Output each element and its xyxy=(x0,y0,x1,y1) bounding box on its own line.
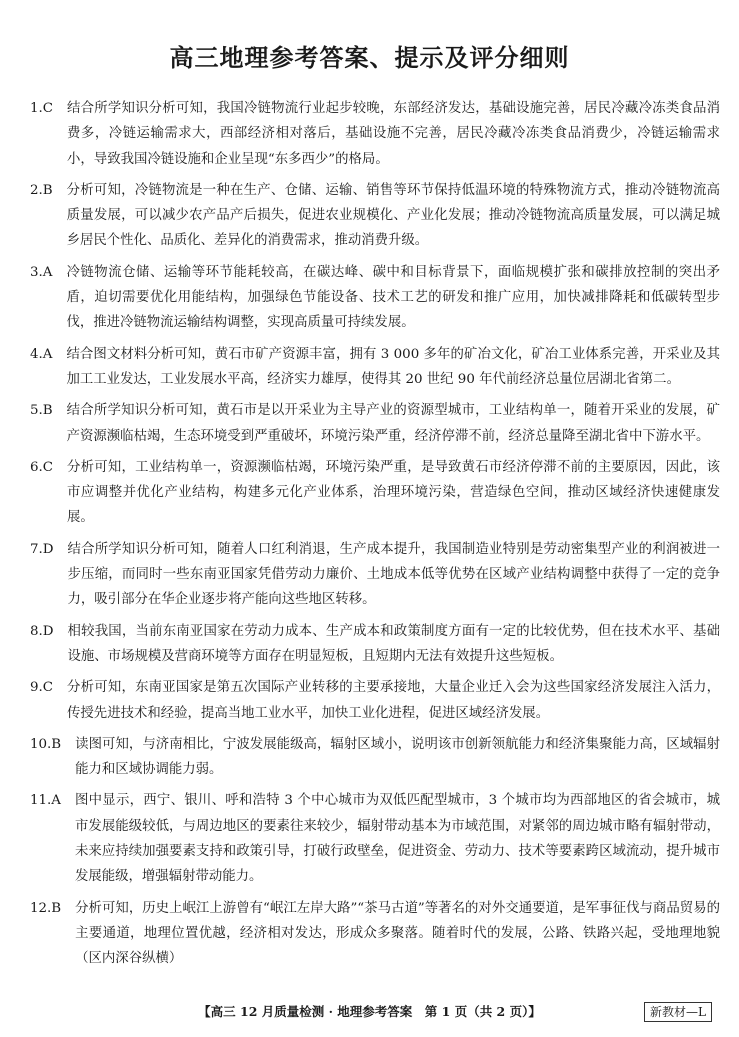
answer-explanation: 图中显示，西宁、银川、呼和浩特 3 个中心城市为双低匹配型城市，3 个城市均为西部地区的省会城市，城市发展能级较低，与周边地区的要素往来较少，辐射带动基本为市域范围，对紧邻的周边城市略有辐射带动，未来应持续加强要素支持和政策引导，打破行政壁垒，促进资金、劳动力、技术等要素跨区域流动，提升城市发展能级，增强辐射带动能力。 xyxy=(74,793,720,885)
answer-item xyxy=(30,537,720,613)
page-title: 高三地理参考答案、提示及评分细则 xyxy=(169,44,570,72)
footer-page-info: 【高三 12 月质量检测 · 地理参考答案 第 1 页（共 2 页）】 xyxy=(198,1004,541,1019)
answer-number: 12.B xyxy=(30,900,62,916)
answer-item xyxy=(30,178,720,254)
answer-item xyxy=(30,342,720,393)
answer-item xyxy=(30,398,720,449)
answer-explanation: 结合所学知识分析可知，我国冷链物流行业起步较晚，东部经济发达，基础设施完善，居民冷藏冷冻类食品消费多，冷链运输需求大，西部经济相对落后，基础设施不完善，居民冷藏冷冻类食品消费少，冷链运输需求小，导致我国冷链设施和企业呈现“东多西少”的格局。 xyxy=(67,101,720,167)
answer-explanation: 分析可知，冷链物流是一种在生产、仓储、运输、销售等环节保持低温环境的特殊物流方式，推动冷链物流高质量发展，可以减少农产品产后损失，促进农业规模化、产业化发展；推动冷链物流高质量发展，可以满足城乡居民个性化、品质化、差异化的消费需求，推动消费升级。 xyxy=(66,182,720,249)
answer-explanation: 冷链物流仓储、运输等环节能耗较高，在碳达峰、碳中和目标背景下，面临规模扩张和碳排放控制的突出矛盾，迫切需要优化用能结构，加强绿色节能设备、技术工艺的研发和推广应用，加快减排降耗和低碳转型步伐，推进冷链物流运输结构调整，实现高质量可持续发展。 xyxy=(66,264,720,331)
answer-item xyxy=(30,455,720,531)
answer-explanation: 读图可知，与济南相比，宁波发展能级高，辐射区域小，说明该市创新领航能力和经济集聚能力高，区域辐射能力和区域协调能力弱。 xyxy=(75,736,720,778)
answer-item xyxy=(30,675,720,726)
answer-number: 8.D xyxy=(30,623,54,639)
edition-badge: 新教材—L xyxy=(644,1002,712,1022)
answer-number: 6.C xyxy=(30,459,54,475)
answer-explanation: 分析可知，工业结构单一，资源濒临枯竭，环境污染严重，是导致黄石市经济停滞不前的主要原因，因此，该市应调整并优化产业结构，构建多元化产业体系，治理环境污染，营造绿色空间，推动区域经济快速健康发展。 xyxy=(67,459,720,526)
answer-item xyxy=(30,260,720,336)
answer-explanation: 结合所学知识分析可知，随着人口红利消退，生产成本提升，我国制造业特别是劳动密集型产业的利润被进一步压缩，而同时一些东南亚国家凭借劳动力廉价、土地成本低等优势在区域产业结构调整中获得了一定的竞争力，吸引部分在华企业逐步将产能向这些地区转移。 xyxy=(67,541,720,608)
answer-item xyxy=(30,896,720,972)
answer-number: 2.B xyxy=(30,182,53,198)
answer-explanation: 结合所学知识分析可知，黄石市是以开采业为主导产业的资源型城市，工业结构单一，随着开采业的发展，矿产资源濒临枯竭，生态环境受到严重破坏，环境污染严重，经济停滞不前，经济总量降至湖北省中下游水平。 xyxy=(66,403,720,444)
answer-explanation: 分析可知，东南亚国家是第五次国际产业转移的主要承接地，大量企业迁入会为这些国家经济发展注入活力，传授先进技术和经验，提高当地工业水平，加快工业化进程，促进区域经济发展。 xyxy=(67,680,720,721)
answer-number: 1.C xyxy=(30,101,54,116)
answer-number: 11.A xyxy=(30,793,61,809)
page-footer xyxy=(0,1001,739,1023)
answer-number: 5.B xyxy=(30,403,53,419)
answer-explanation: 分析可知，历史上岷江上游曾有“岷江左岸大路”“茶马古道”等著名的对外交通要道，是军事征伐与商品贸易的主要通道，地理位置优越，经济相对发达，形成众多聚落。随着时代的发展，公路、铁路兴起，受地理地貌（区内深谷纵横） xyxy=(75,900,720,967)
answer-item xyxy=(30,732,720,783)
answer-item xyxy=(30,96,720,172)
answer-number: 10.B xyxy=(30,736,62,752)
answer-number: 4.A xyxy=(30,346,53,362)
answer-list xyxy=(30,96,720,972)
answer-item xyxy=(30,619,720,670)
answer-item xyxy=(30,788,720,889)
answer-number: 9.C xyxy=(30,680,54,696)
answer-number: 7.D xyxy=(30,541,54,557)
answer-explanation: 结合图文材料分析可知，黄石市矿产资源丰富，拥有 3 000 多年的矿冶文化，矿冶工业体系完善，开采业及其加工工业发达，工业发展水平高，经济实力雄厚，使得其 20 世纪 90 年代前经济总量位居湖北省第二。 xyxy=(66,346,720,387)
answer-number: 3.A xyxy=(30,264,53,280)
answer-explanation: 相较我国，当前东南亚国家在劳动力成本、生产成本和政策制度方面有一定的比较优势，但在技术水平、基础设施、市场规模及营商环境等方面存在明显短板，且短期内无法有效提升这些短板。 xyxy=(67,623,720,664)
